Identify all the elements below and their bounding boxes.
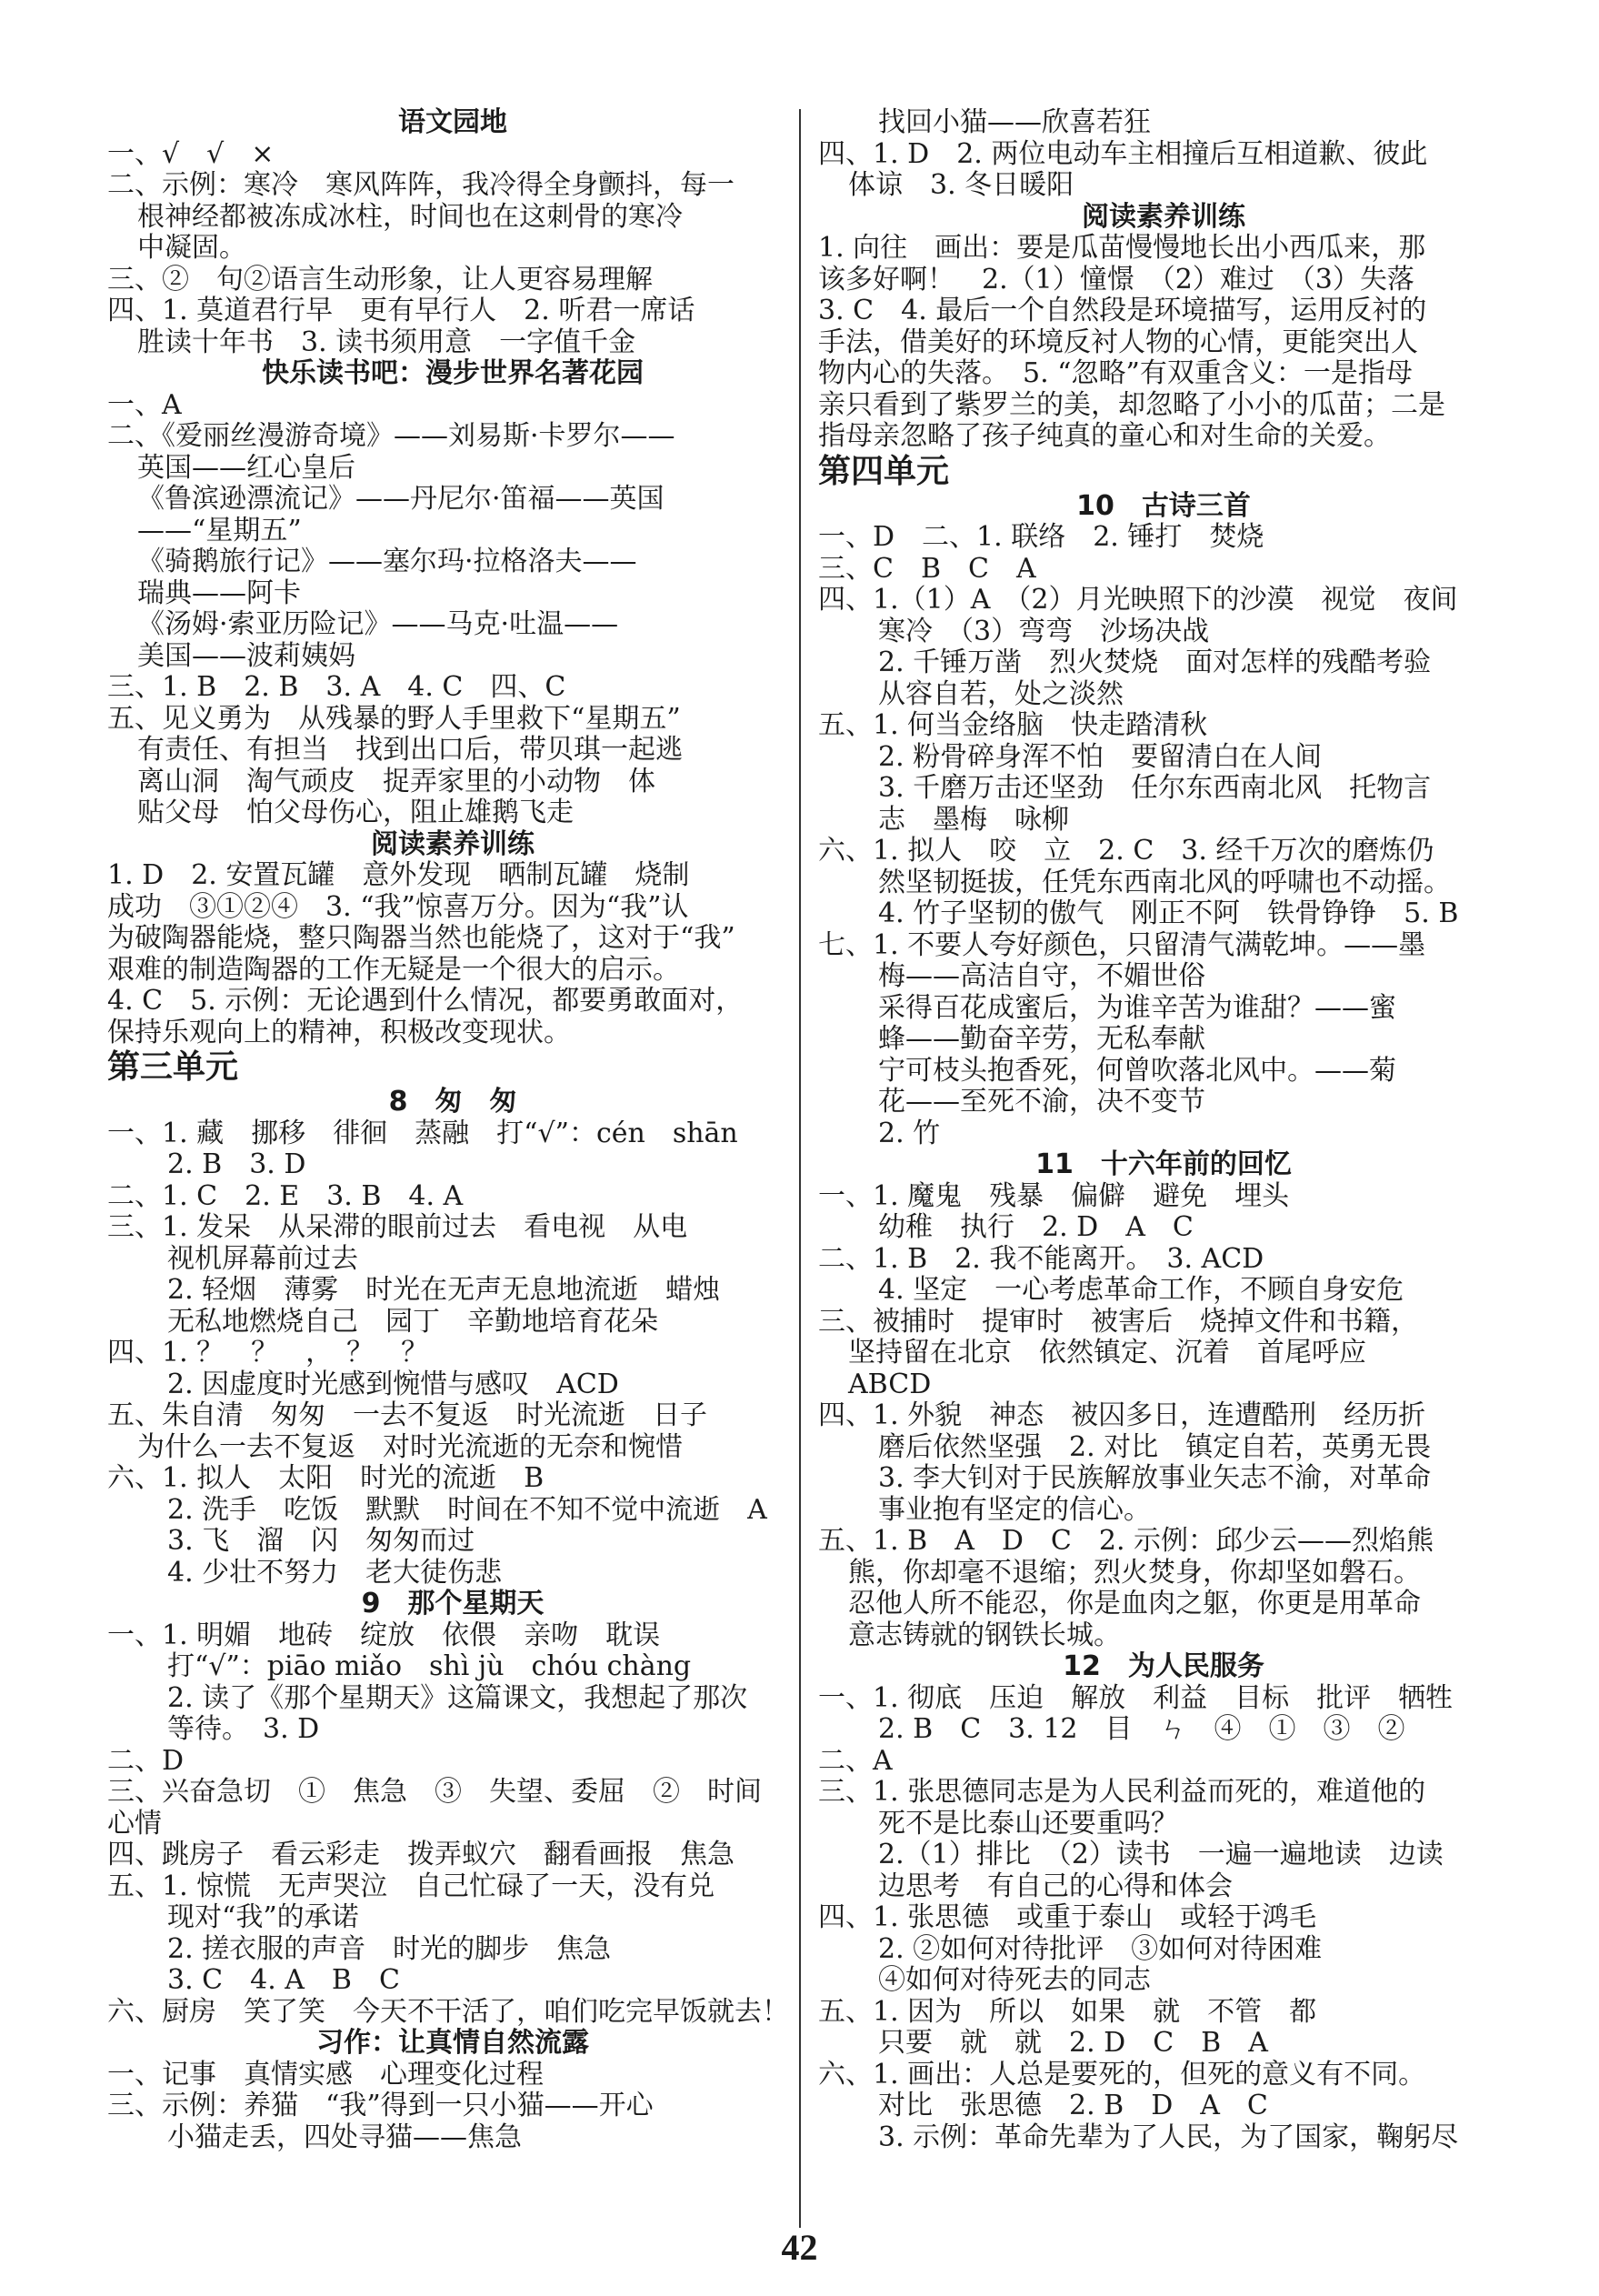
answer-line: 无私地燃烧自己 园丁 辛勤地培育花朵 — [167, 1306, 658, 1338]
section-title: 阅读素养训练 — [1082, 200, 1245, 233]
answer-line: 一、记事 真情实感 心理变化过程 — [107, 2059, 544, 2090]
answer-line: 为什么一去不复返 对时光流逝的无奈和惋惜 — [137, 1431, 683, 1463]
answer-line: 贴父母 怕父母伤心，阻止雄鹅飞走 — [137, 797, 574, 828]
answer-line: 心情 — [107, 1808, 162, 1840]
answer-line: 英国——红心皇后 — [137, 452, 355, 484]
column-divider — [799, 109, 801, 2228]
answer-line: 2. B 3. D — [167, 1149, 306, 1180]
answer-line: 采得百花成蜜后，为谁辛苦为谁甜？——蜜 — [878, 992, 1396, 1024]
answer-line: 3. 示例：革命先辈为了人民，为了国家，鞠躬尽 — [878, 2121, 1459, 2153]
answer-line: ——“星期五” — [137, 515, 302, 546]
section-title: 习作：让真情自然流露 — [316, 2027, 589, 2059]
answer-line: 2. B C 3. 12 目 ㄣ ④ ① ③ ② — [878, 1714, 1405, 1745]
answer-line: 死不是比泰山还要重吗？ — [878, 1808, 1178, 1840]
answer-line: 《骑鹅旅行记》——塞尔玛·拉格洛夫—— — [137, 546, 637, 577]
answer-line: 3. 李大钊对于民族解放事业矢志不渝，对革命 — [878, 1463, 1432, 1494]
answer-line: 2. 读了《那个星期天》这篇课文，我想起了那次 — [167, 1682, 748, 1714]
answer-line: 2. ②如何对待批评 ③如何对待困难 — [878, 1933, 1323, 1965]
answer-line: 宁可枝头抱香死，何曾吹落北风中。——菊 — [878, 1055, 1396, 1087]
section-title: 11 十六年前的回忆 — [1035, 1148, 1292, 1180]
answer-line: 二、D — [107, 1745, 185, 1777]
unit-heading: 第三单元 — [107, 1048, 239, 1086]
answer-line: 2. 搓衣服的声音 时光的脚步 焦急 — [167, 1933, 612, 1965]
answer-line: 手法，借美好的环境反衬人物的心情，更能突出人 — [818, 326, 1418, 358]
answer-line: 幼稚 执行 2. D A C — [878, 1212, 1194, 1243]
answer-line: 该多好啊！ 2.（1）憧憬 （2）难过 （3）失落 — [818, 264, 1414, 296]
answer-line: 2. 竹 — [878, 1118, 941, 1149]
answer-line: 离山洞 淘气顽皮 捉弄家里的小动物 体 — [137, 766, 655, 797]
answer-line: 六、厨房 笑了笑 今天不干活了，咱们吃完早饭就去！ — [107, 1996, 789, 2028]
answer-line: 三、示例：养猫 “我”得到一只小猫——开心 — [107, 2090, 654, 2121]
answer-line: 三、C B C A — [818, 553, 1036, 585]
answer-line: 六、1. 拟人 咬 立 2. C 3. 经千万次的磨炼仍 — [818, 836, 1434, 867]
page-number: 42 — [781, 2227, 818, 2268]
answer-line: 六、1. 拟人 太阳 时光的流逝 B — [107, 1463, 545, 1494]
left-column — [107, 107, 798, 2153]
answer-line: 物内心的失落。 5. “忽略”有双重含义：一是指母 — [818, 358, 1413, 389]
answer-line: 二、示例：寒冷 寒风阵阵，我冷得全身颤抖，每一 — [107, 170, 735, 201]
answer-line: 四、1. 外貌 神态 被囚多日，连遭酷刑 经历折 — [818, 1400, 1426, 1431]
answer-line: 一、1. 彻底 压迫 解放 利益 目标 批评 牺牲 — [818, 1682, 1454, 1714]
answer-line: 四、1.（1）A （2）月光映照下的沙漠 视觉 夜间 — [818, 585, 1458, 616]
answer-line: 2. 洗手 吃饭 默默 时间在不知不觉中流逝 A — [167, 1494, 767, 1526]
answer-line: 对比 张思德 2. B D A C — [878, 2090, 1268, 2121]
answer-line: 忍他人所不能忍，你是血肉之躯，你更是用革命 — [848, 1589, 1421, 1619]
answer-line: 瑞典——阿卡 — [137, 577, 301, 609]
answer-line: 坚持留在北京 依然镇定、沉着 首尾呼应 — [848, 1338, 1366, 1369]
answer-line: 4. 竹子坚韧的傲气 刚正不阿 铁骨铮铮 5. B — [878, 898, 1459, 929]
answer-line: 艰难的制造陶器的工作无疑是一个很大的启示。 — [107, 954, 680, 986]
answer-line: 四、1. 莫道君行早 更有早行人 2. 听君一席话 — [107, 296, 695, 326]
answer-line: ABCD — [848, 1369, 932, 1400]
answer-line: 七、1. 不要人夸好颜色，只留清气满乾坤。——墨 — [818, 929, 1426, 961]
answer-line: 二、A — [818, 1745, 893, 1777]
section-title: 8 匆 匆 — [388, 1086, 517, 1118]
answer-line: 《汤姆·索亚历险记》——马克·吐温—— — [137, 609, 619, 640]
answer-line: 一、1. 魔鬼 残暴 偏僻 避免 埋头 — [818, 1180, 1290, 1212]
answer-line: 视机屏幕前过去 — [167, 1243, 358, 1275]
answer-line: 1. 向往 画出：要是瓜苗慢慢地长出小西瓜来，那 — [818, 233, 1426, 264]
answer-line: 三、被捕时 提审时 被害后 烧掉文件和书籍， — [818, 1306, 1418, 1338]
answer-line: 五、朱自清 匆匆 一去不复返 时光流逝 日子 — [107, 1400, 707, 1431]
answer-line: 五、见义勇为 从残暴的野人手里救下“星期五” — [107, 703, 681, 735]
answer-line: 3. 飞 溜 闪 匆匆而过 — [167, 1526, 475, 1557]
section-title: 阅读素养训练 — [371, 827, 535, 860]
answer-line: 中凝固。 — [137, 233, 246, 264]
answer-line: 梅——高洁自守，不媚世俗 — [878, 961, 1205, 992]
answer-line: 4. 少壮不努力 老大徒伤悲 — [167, 1557, 503, 1589]
answer-line: 蜂——勤奋辛劳，无私奉献 — [878, 1024, 1205, 1055]
answer-line: 一、D 二、1. 联络 2. 锤打 焚烧 — [818, 522, 1264, 553]
section-title: 9 那个星期天 — [361, 1588, 545, 1619]
answer-line: 三、1. B 2. B 3. A 4. C 四、C — [107, 672, 566, 703]
answer-line: 胜读十年书 3. 读书须用意 一字值千金 — [137, 326, 636, 358]
answer-line: 1. D 2. 安置瓦罐 意外发现 晒制瓦罐 烧制 — [107, 860, 690, 891]
answer-line: 成功 ③①②④ 3. “我”惊喜万分。因为“我”认 — [107, 891, 689, 923]
answer-line: 边思考 有自己的心得和体会 — [878, 1870, 1233, 1902]
answer-line: 然坚韧挺拔，任凭东西南北风的呼啸也不动摇。 — [878, 867, 1451, 898]
answer-line: 一、1. 明媚 地砖 绽放 依偎 亲吻 耽误 — [107, 1619, 661, 1651]
answer-line: 熊，你却毫不退缩；烈火焚身，你却坚如磐石。 — [848, 1557, 1421, 1589]
answer-line: 亲只看到了紫罗兰的美，却忽略了小小的瓜苗；二是 — [818, 389, 1445, 421]
answer-line: 等待。 3. D — [167, 1714, 320, 1745]
answer-line: 美国——波莉姨妈 — [137, 640, 355, 672]
answer-line: 有责任、有担当 找到出口后，带贝琪一起逃 — [137, 735, 683, 766]
answer-line: 事业抱有坚定的信心。 — [878, 1494, 1151, 1526]
section-title: 快乐读书吧：漫步世界名著花园 — [262, 357, 644, 389]
answer-line: 五、1. B A D C 2. 示例：邱少云——烈焰熊 — [818, 1526, 1434, 1557]
answer-line: 四、1. ？ ？ ， ？ ？ — [107, 1338, 429, 1369]
answer-line: 从容自若，处之淡然 — [878, 678, 1124, 710]
answer-line: 三、1. 发呆 从呆滞的眼前过去 看电视 从电 — [107, 1212, 688, 1243]
answer-line: 志 墨梅 咏柳 — [878, 804, 1069, 836]
answer-line: 小猫走丢，四处寻猫——焦急 — [167, 2121, 522, 2153]
answer-line: 打“√”：piāo miǎo shì jù chóu chàng — [167, 1651, 692, 1682]
answer-line: 根神经都被冻成冰柱，时间也在这刺骨的寒冷 — [137, 201, 683, 233]
answer-line: 花——至死不渝，决不变节 — [878, 1087, 1205, 1118]
answer-line: 3. C 4. 最后一个自然段是环境描写，运用反衬的 — [818, 296, 1427, 326]
answer-line: 《鲁滨逊漂流记》——丹尼尔·笛福——英国 — [137, 484, 665, 515]
answer-line: 三、1. 张思德同志是为人民利益而死的，难道他的 — [818, 1777, 1426, 1808]
answer-line: 二、1. C 2. E 3. B 4. A — [107, 1180, 464, 1212]
answer-line: 指母亲忽略了孩子纯真的童心和对生命的关爱。 — [818, 421, 1391, 452]
answer-line: 寒冷 （3）弯弯 沙场决战 — [878, 616, 1210, 647]
answer-line: 现对“我”的承诺 — [167, 1902, 359, 1933]
answer-line: 六、1. 画出：人总是要死的，但死的意义有不同。 — [818, 2059, 1426, 2090]
answer-line: 2. 粉骨碎身浑不怕 要留清白在人间 — [878, 741, 1323, 773]
answer-line: 五、1. 惊慌 无声哭泣 自己忙碌了一天，没有兑 — [107, 1870, 715, 1902]
answer-line: 2. 因虚度时光感到惋惜与感叹 ACD — [167, 1369, 619, 1400]
answer-line: 为破陶器能烧，整只陶器当然也能烧了，这对于“我” — [107, 923, 735, 954]
section-title: 12 为人民服务 — [1063, 1650, 1264, 1682]
answer-line: 3. 千磨万击还坚劲 任尔东西南北风 托物言 — [878, 773, 1432, 804]
answer-line: 体谅 3. 冬日暖阳 — [848, 170, 1074, 201]
answer-line: 三、兴奋急切 ① 焦急 ③ 失望、委屈 ② 时间 — [107, 1777, 762, 1808]
answer-line: 二、《爱丽丝漫游奇境》——刘易斯·卡罗尔—— — [107, 421, 675, 452]
answer-line: 一、√ √ × — [107, 138, 275, 170]
answer-line: 三、② 句②语言生动形象，让人更容易理解 — [107, 264, 653, 296]
right-column — [818, 107, 1509, 2153]
answer-line: 3. C 4. A B C — [167, 1965, 400, 1996]
answer-line: 2.（1）排比 （2）读书 一遍一遍地读 边读 — [878, 1840, 1444, 1870]
answer-line: 4. C 5. 示例：无论遇到什么情况，都要勇敢面对， — [107, 986, 744, 1017]
answer-line: 意志铸就的钢铁长城。 — [848, 1619, 1121, 1651]
answer-line: 四、1. D 2. 两位电动车主相撞后互相道歉、彼此 — [818, 138, 1428, 170]
unit-heading: 第四单元 — [818, 452, 950, 490]
answer-line: 磨后依然坚强 2. 对比 镇定自若，英勇无畏 — [878, 1431, 1432, 1463]
answer-line: ④如何对待死去的同志 — [878, 1965, 1151, 1996]
section-title: 语文园地 — [398, 106, 507, 138]
answer-line: 五、1. 何当金络脑 快走踏清秋 — [818, 710, 1208, 741]
answer-line: 五、1. 因为 所以 如果 就 不管 都 — [818, 1996, 1317, 2028]
answer-line: 找回小猫——欣喜若狂 — [878, 107, 1151, 138]
answer-line: 2. 千锤万凿 烈火焚烧 面对怎样的残酷考验 — [878, 647, 1432, 678]
answer-line: 四、跳房子 看云彩走 拨弄蚁穴 翻看画报 焦急 — [107, 1840, 735, 1870]
section-title: 10 古诗三首 — [1076, 489, 1251, 522]
answer-line: 2. 轻烟 薄雾 时光在无声无息地流逝 蜡烛 — [167, 1275, 721, 1306]
answer-line: 保持乐观向上的精神，积极改变现状。 — [107, 1017, 571, 1048]
answer-line: 四、1. 张思德 或重于泰山 或轻于鸿毛 — [818, 1902, 1317, 1933]
answer-line: 一、A — [107, 389, 182, 421]
answer-line: 一、1. 藏 挪移 徘徊 蒸融 打“√”：cén shān — [107, 1118, 738, 1149]
answer-line: 二、1. B 2. 我不能离开。 3. ACD — [818, 1243, 1264, 1275]
answer-line: 4. 坚定 一心考虑革命工作，不顾自身安危 — [878, 1275, 1404, 1306]
answer-line: 只要 就 就 2. D C B A — [878, 2028, 1268, 2059]
